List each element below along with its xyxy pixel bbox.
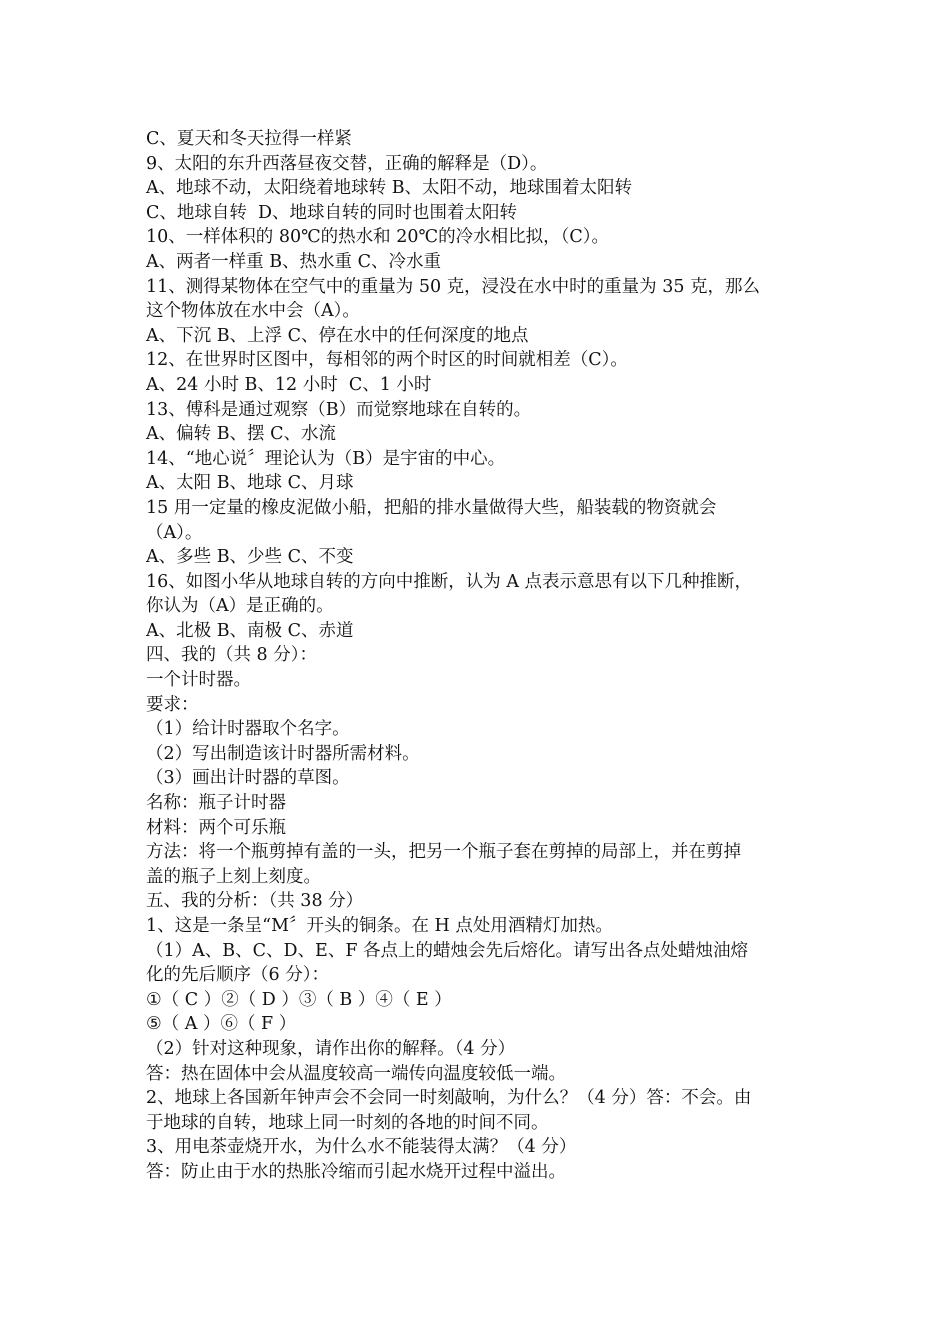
question-12-options: A、24 小时 B、12 小时 C、1 小时 [146,374,432,395]
analysis-3: 3、用电茶壶烧开水，为什么水不能装得太满？（4 分） [146,1137,577,1158]
requirement-3: （3）画出计时器的草图。 [146,768,350,789]
analysis-2: 2、地球上各国新年钟声会不会同一时刻敲响，为什么？（4 分）答：不会。由 [146,1088,752,1109]
answer-text: 答：防止由于水的热胀冷缩而引起水烧开过程中溢出。 [146,1161,566,1182]
requirement-1: （1）给计时器取个名字。 [146,719,350,740]
section-heading-5: 五、我的分析：（共 38 分） [146,891,364,912]
document-body [146,127,816,1185]
question-16: 16、如图小华从地球自转的方向中推断，认为 A 点表示意思有以下几种推断， [146,571,753,592]
answer-materials: 材料：两个可乐瓶 [146,817,286,838]
answer-method-cont: 盖的瓶子上刻上刻度。 [146,866,321,887]
analysis-1-part-1: （1）A、B、C、D、E、F 各点上的蜡烛会先后熔化。请写出各点处蜡烛油熔 [146,940,749,961]
question-9: 9、太阳的东升西落昼夜交替，正确的解释是（D）。 [146,153,548,174]
question-15: 15 用一定量的橡皮泥做小船，把船的排水量做得大些，船装载的物资就会 [146,497,717,518]
question-15-cont: （A）。 [146,522,203,543]
question-14-options: A、太阳 B、地球 C、月球 [146,473,354,494]
analysis-2-cont: 于地球的自转，地球上同一时刻的各地的时间不同。 [146,1112,549,1133]
question-9-options: C、地球自转 D、地球自转的同时也围着太阳转 [146,202,518,223]
question-16-options: A、北极 B、南极 C、赤道 [146,620,354,641]
question-13: 13、傅科是通过观察（B）而觉察地球在自转的。 [146,399,532,420]
order-answer: ⑤（ A ）⑥（ F ） [146,1014,297,1035]
analysis-1-part-1-cont: 化的先后顺序（6 分）： [146,965,329,986]
question-10: 10、一样体积的 80℃的热水和 20℃的冷水相比拟，（C）。 [146,227,609,248]
text-line: C、夏天和冬天拉得一样紧 [146,129,352,149]
answer-text: 答：热在固体中会从温度较高一端传向温度较低一端。 [146,1063,566,1084]
question-14: 14、“地心说〞理论认为（B）是宇宙的中心。 [146,448,506,469]
requirement-2: （2）写出制造该计时器所需材料。 [146,743,420,764]
section-heading-4: 四、我的（共 8 分）： [146,645,318,666]
question-11-options: A、下沉 B、上浮 C、停在水中的任何深度的地点 [146,325,529,346]
text-line: 要求： [146,694,199,715]
answer-name: 名称：瓶子计时器 [146,793,286,814]
question-10-options: A、两者一样重 B、热水重 C、冷水重 [146,251,442,272]
text-line: 一个计时器。 [146,670,251,691]
analysis-1: 1、这是一条呈“M〞开头的铜条。在 H 点处用酒精灯加热。 [146,916,613,936]
question-11-cont: 这个物体放在水中会（A）。 [146,301,360,322]
question-12: 12、在世界时区图中，每相邻的两个时区的时间就相差（C）。 [146,350,628,371]
question-13-options: A、偏转 B、摆 C、水流 [146,424,337,445]
question-9-options: A、地球不动，太阳绕着地球转 B、太阳不动，地球围着太阳转 [146,178,633,199]
analysis-1-part-2: （2）针对这种现象，请作出你的解释。（4 分） [146,1038,516,1059]
order-answer: ①（ C ）②（ D ）③（ B ）④（ E ） [146,989,452,1010]
question-16-cont: 你认为（A）是正确的。 [146,596,334,617]
question-15-options: A、多些 B、少些 C、不变 [146,547,354,568]
answer-method: 方法：将一个瓶剪掉有盖的一头，把另一个瓶子套在剪掉的局部上，并在剪掉 [146,842,741,863]
question-11: 11、测得某物体在空气中的重量为 50 克，浸没在水中时的重量为 35 克，那么 [146,276,761,297]
